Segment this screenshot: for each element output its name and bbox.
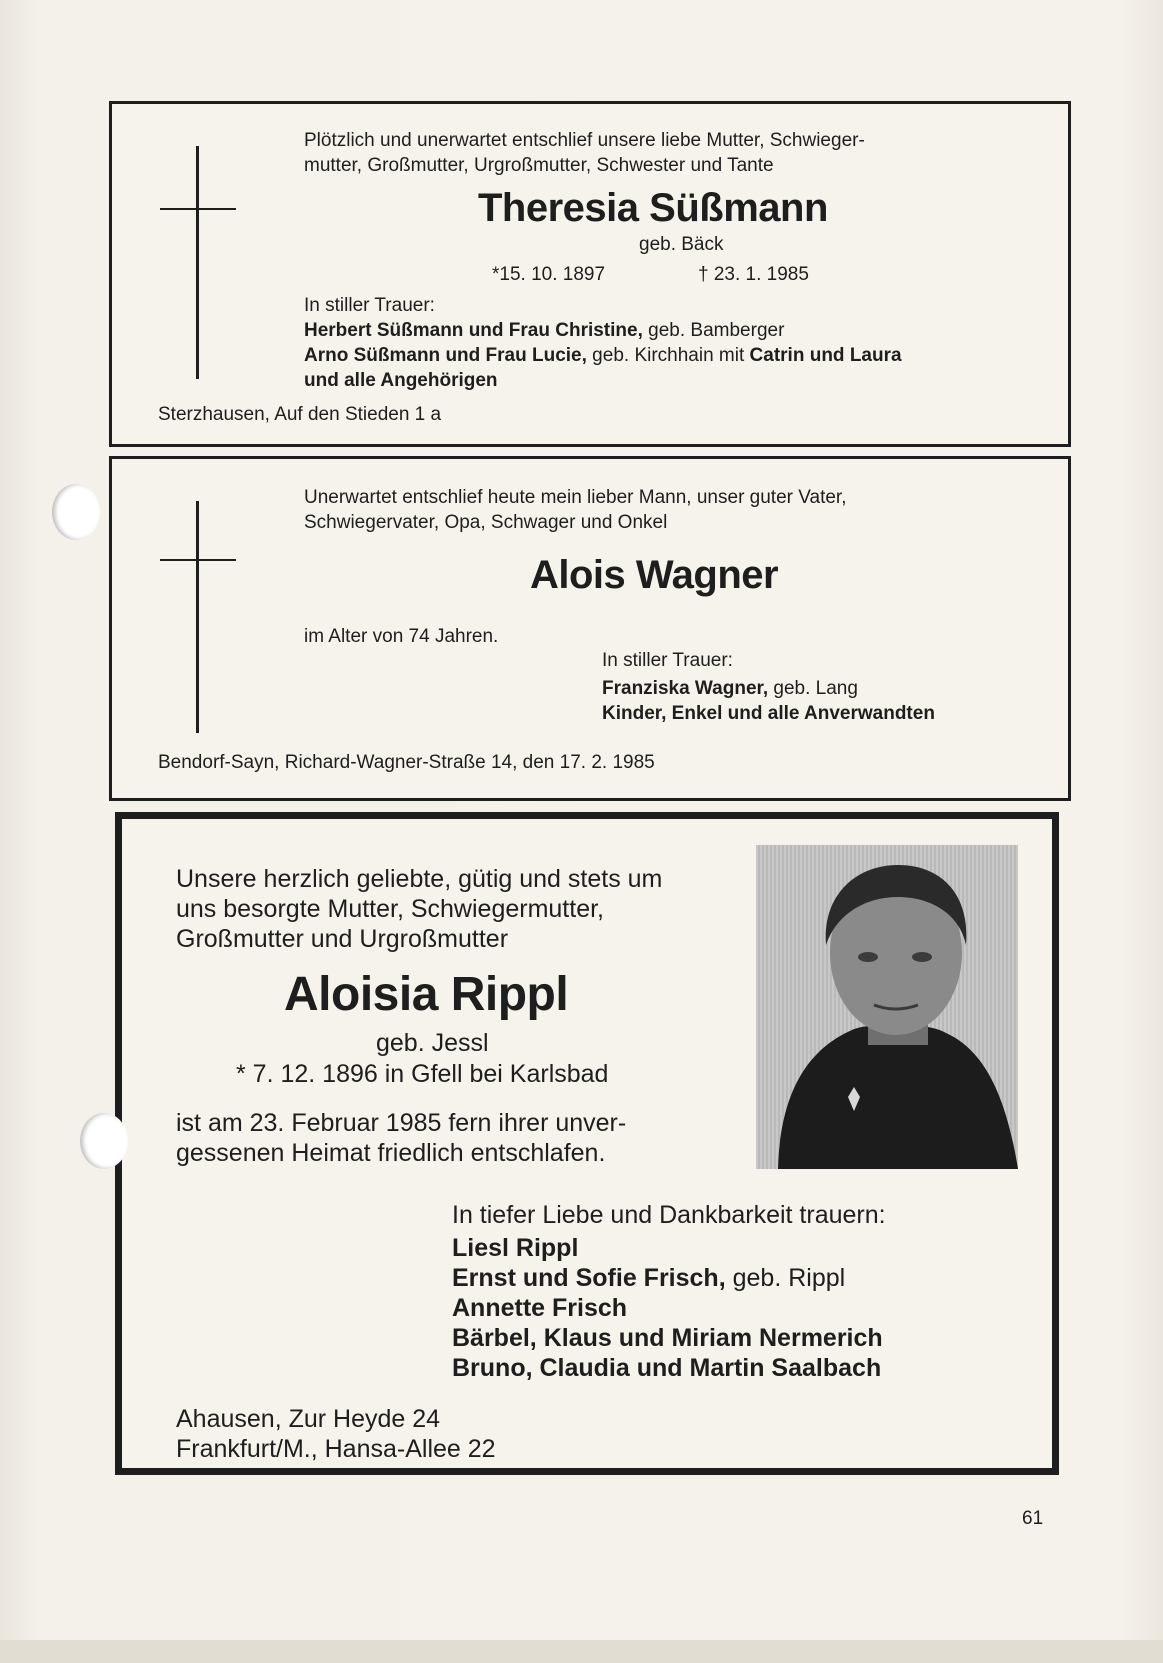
birth-line: * 7. 12. 1896 in Gfell bei Karlsbad	[236, 1060, 609, 1088]
age-line: im Alter von 74 Jahren.	[304, 626, 499, 647]
mourner-line: und alle Angehörigen	[304, 370, 498, 391]
maiden-name: geb. Jessl	[376, 1029, 489, 1057]
intro-line: uns besorgte Mutter, Schwiegermutter,	[176, 895, 604, 923]
intro-line: Plötzlich und unerwartet entschlief unsere liebe Mutter, Schwieger-	[304, 130, 865, 151]
cross-horizontal	[160, 208, 236, 210]
mourner-detail: geb. Kirchhain mit	[586, 345, 750, 366]
page-bottom-edge	[0, 1640, 1163, 1663]
mourner-line	[304, 343, 902, 368]
intro-line: Unsere herzlich geliebte, gütig und stets um	[176, 865, 663, 893]
deceased-name: Aloisia Rippl	[284, 968, 569, 1021]
death-notice-suessmann	[109, 101, 1071, 447]
mourner-line	[602, 676, 858, 701]
address: Sterzhausen, Auf den Stieden 1 a	[158, 404, 442, 425]
death-notice-wagner	[109, 456, 1071, 801]
intro-line: Schwiegervater, Opa, Schwager und Onkel	[304, 512, 668, 533]
death-notice-rippl	[115, 812, 1059, 1475]
page-number: 61	[1022, 1508, 1044, 1529]
mourner-name: Catrin und Laura	[749, 345, 902, 366]
mourning-label: In tiefer Liebe und Dankbarkeit trauern:	[452, 1201, 886, 1229]
deceased-name: Theresia Süßmann	[478, 186, 828, 230]
maiden-name: geb. Bäck	[639, 234, 724, 255]
punch-hole	[52, 484, 100, 540]
portrait-silhouette	[756, 845, 1018, 1169]
birth-date: *15. 10. 1897	[492, 264, 606, 285]
mourner-detail: geb. Rippl	[725, 1264, 846, 1292]
mourner-line: Liesl Rippl	[452, 1234, 579, 1262]
deceased-name: Alois Wagner	[530, 553, 779, 597]
mourner-line	[304, 318, 784, 343]
cross-horizontal	[160, 559, 236, 561]
mourner-line: Kinder, Enkel und alle Anverwandten	[602, 703, 935, 724]
mourner-detail: geb. Lang	[768, 678, 858, 699]
mourner-detail: geb. Bamberger	[642, 320, 785, 341]
mourner-name: Herbert Süßmann und Frau Christine,	[304, 320, 643, 341]
mourning-label: In stiller Trauer:	[304, 295, 435, 316]
mourner-name: Ernst und Sofie Frisch,	[452, 1264, 726, 1292]
mourning-label: In stiller Trauer:	[602, 650, 733, 671]
cross-vertical	[196, 146, 199, 379]
mourner-line: Bärbel, Klaus und Miriam Nermerich	[452, 1324, 883, 1352]
death-date: † 23. 1. 1985	[698, 264, 809, 285]
mourner-name: Arno Süßmann und Frau Lucie,	[304, 345, 587, 366]
portrait-photo	[756, 845, 1018, 1169]
intro-line: mutter, Großmutter, Urgroßmutter, Schwester und Tante	[304, 155, 774, 176]
intro-line: Großmutter und Urgroßmutter	[176, 925, 509, 953]
mourner-name: Franziska Wagner,	[602, 678, 769, 699]
address: Bendorf-Sayn, Richard-Wagner-Straße 14, den 17. 2. 1985	[158, 752, 655, 773]
mourner-line	[452, 1263, 845, 1294]
death-line: ist am 23. Februar 1985 fern ihrer unver-	[176, 1109, 627, 1137]
address: Frankfurt/M., Hansa-Allee 22	[176, 1435, 496, 1463]
intro-line: Unerwartet entschlief heute mein lieber Mann, unser guter Vater,	[304, 487, 847, 508]
address: Ahausen, Zur Heyde 24	[176, 1405, 441, 1433]
cross-vertical	[196, 501, 199, 733]
mourner-line: Bruno, Claudia und Martin Saalbach	[452, 1354, 882, 1382]
punch-hole	[80, 1113, 128, 1169]
death-line: gessenen Heimat friedlich entschlafen.	[176, 1139, 606, 1167]
mourner-line: Annette Frisch	[452, 1294, 628, 1322]
